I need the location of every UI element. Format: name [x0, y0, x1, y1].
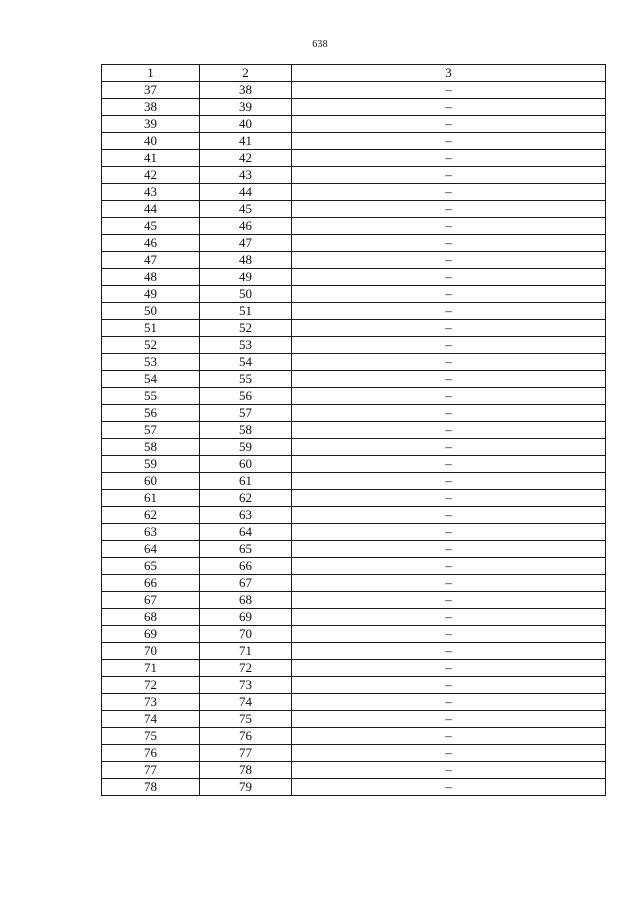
column-header: 3 — [292, 65, 606, 82]
table-cell: 52 — [102, 337, 200, 354]
table-cell: – — [292, 575, 606, 592]
table-cell: – — [292, 541, 606, 558]
table-cell: 66 — [200, 558, 292, 575]
table-cell: 41 — [200, 133, 292, 150]
table-cell: – — [292, 422, 606, 439]
table-cell: 45 — [200, 201, 292, 218]
table-cell: 77 — [102, 762, 200, 779]
table-cell: 68 — [200, 592, 292, 609]
table-cell: 71 — [102, 660, 200, 677]
table-cell: 72 — [200, 660, 292, 677]
table-cell: – — [292, 643, 606, 660]
table-cell: 75 — [200, 711, 292, 728]
table-row — [102, 269, 606, 286]
table-cell: 57 — [200, 405, 292, 422]
table-cell: 70 — [200, 626, 292, 643]
table-cell: 65 — [102, 558, 200, 575]
table-cell: – — [292, 609, 606, 626]
table-cell: 61 — [102, 490, 200, 507]
table-row — [102, 490, 606, 507]
table-cell: 60 — [200, 456, 292, 473]
table-row — [102, 507, 606, 524]
table-cell: 76 — [200, 728, 292, 745]
table-row — [102, 592, 606, 609]
table-cell: 43 — [102, 184, 200, 201]
table-cell: 69 — [200, 609, 292, 626]
table-row — [102, 541, 606, 558]
table-row — [102, 456, 606, 473]
table-row — [102, 609, 606, 626]
table-cell: 61 — [200, 473, 292, 490]
table-header-row — [102, 65, 606, 82]
table-cell: – — [292, 303, 606, 320]
table-cell: 39 — [200, 99, 292, 116]
table-row — [102, 252, 606, 269]
table-cell: 40 — [102, 133, 200, 150]
table-cell: – — [292, 524, 606, 541]
table-row — [102, 677, 606, 694]
table-cell: 70 — [102, 643, 200, 660]
table-cell: – — [292, 82, 606, 99]
table-row — [102, 439, 606, 456]
table-cell: – — [292, 371, 606, 388]
table-cell: 76 — [102, 745, 200, 762]
table-cell: – — [292, 116, 606, 133]
table-row — [102, 524, 606, 541]
table-cell: 67 — [200, 575, 292, 592]
table-row — [102, 218, 606, 235]
table-cell: 78 — [200, 762, 292, 779]
table-cell: – — [292, 167, 606, 184]
table-cell: 59 — [200, 439, 292, 456]
table-row — [102, 643, 606, 660]
table-cell: 43 — [200, 167, 292, 184]
table-cell: – — [292, 184, 606, 201]
table-cell: 49 — [102, 286, 200, 303]
table-cell: 77 — [200, 745, 292, 762]
table-cell: 73 — [200, 677, 292, 694]
table-row — [102, 201, 606, 218]
table-cell: – — [292, 558, 606, 575]
table-cell: 50 — [200, 286, 292, 303]
table-cell: 75 — [102, 728, 200, 745]
table-cell: 53 — [102, 354, 200, 371]
table-cell: 54 — [102, 371, 200, 388]
column-header: 1 — [102, 65, 200, 82]
table-cell: – — [292, 728, 606, 745]
table-cell: 42 — [200, 150, 292, 167]
table-cell: – — [292, 388, 606, 405]
table-row — [102, 150, 606, 167]
table-cell: 41 — [102, 150, 200, 167]
table-cell: – — [292, 150, 606, 167]
table-cell: – — [292, 592, 606, 609]
table-cell: 52 — [200, 320, 292, 337]
table-row — [102, 82, 606, 99]
table-cell: 59 — [102, 456, 200, 473]
table-body — [102, 82, 606, 796]
table-row — [102, 626, 606, 643]
table-cell: 49 — [200, 269, 292, 286]
table-cell: – — [292, 99, 606, 116]
table-cell: 37 — [102, 82, 200, 99]
table-row — [102, 711, 606, 728]
table-cell: 45 — [102, 218, 200, 235]
table-cell: – — [292, 660, 606, 677]
table-cell: – — [292, 711, 606, 728]
table-cell: 62 — [102, 507, 200, 524]
table-row — [102, 779, 606, 796]
table-cell: 63 — [200, 507, 292, 524]
table-row — [102, 371, 606, 388]
table-cell: 64 — [102, 541, 200, 558]
table-cell: 78 — [102, 779, 200, 796]
table-cell: – — [292, 694, 606, 711]
table-cell: 74 — [102, 711, 200, 728]
table-cell: – — [292, 677, 606, 694]
table-cell: – — [292, 201, 606, 218]
table-cell: 47 — [200, 235, 292, 252]
table-cell: 58 — [102, 439, 200, 456]
table-cell: 38 — [102, 99, 200, 116]
table-cell: 69 — [102, 626, 200, 643]
table-row — [102, 133, 606, 150]
table-cell: – — [292, 490, 606, 507]
table-cell: 48 — [200, 252, 292, 269]
table-cell: – — [292, 354, 606, 371]
table-cell: 46 — [102, 235, 200, 252]
table-cell: – — [292, 405, 606, 422]
table-cell: – — [292, 456, 606, 473]
table-cell: 57 — [102, 422, 200, 439]
table-cell: – — [292, 218, 606, 235]
table-cell: 55 — [200, 371, 292, 388]
table-cell: – — [292, 133, 606, 150]
table-row — [102, 286, 606, 303]
table-row — [102, 337, 606, 354]
table-cell: 71 — [200, 643, 292, 660]
table-cell: 56 — [102, 405, 200, 422]
table-cell: – — [292, 473, 606, 490]
table-cell: 51 — [102, 320, 200, 337]
table-cell: 56 — [200, 388, 292, 405]
table-row — [102, 405, 606, 422]
table-row — [102, 303, 606, 320]
table-cell: – — [292, 235, 606, 252]
table-row — [102, 422, 606, 439]
table-cell: – — [292, 320, 606, 337]
table-row — [102, 320, 606, 337]
table-cell: 67 — [102, 592, 200, 609]
table-row — [102, 99, 606, 116]
table-row — [102, 388, 606, 405]
table-cell: 66 — [102, 575, 200, 592]
table-cell: 58 — [200, 422, 292, 439]
table-cell: – — [292, 269, 606, 286]
page-number: 638 — [312, 39, 328, 50]
table-cell: 48 — [102, 269, 200, 286]
data-table — [101, 64, 606, 796]
table-cell: 72 — [102, 677, 200, 694]
table-cell: – — [292, 762, 606, 779]
table-cell: 60 — [102, 473, 200, 490]
table-cell: – — [292, 252, 606, 269]
table-row — [102, 660, 606, 677]
table-cell: 47 — [102, 252, 200, 269]
table-cell: 44 — [200, 184, 292, 201]
table-cell: 79 — [200, 779, 292, 796]
table-header — [102, 65, 606, 82]
table-row — [102, 184, 606, 201]
table-cell: – — [292, 626, 606, 643]
table-row — [102, 728, 606, 745]
table-cell: 39 — [102, 116, 200, 133]
table-row — [102, 762, 606, 779]
table-cell: – — [292, 337, 606, 354]
table-cell: 74 — [200, 694, 292, 711]
table-cell: 54 — [200, 354, 292, 371]
table-cell: 73 — [102, 694, 200, 711]
table-cell: 38 — [200, 82, 292, 99]
table-row — [102, 575, 606, 592]
table-row — [102, 745, 606, 762]
table-row — [102, 558, 606, 575]
table-cell: – — [292, 745, 606, 762]
table-cell: 40 — [200, 116, 292, 133]
table-cell: 63 — [102, 524, 200, 541]
table-cell: 44 — [102, 201, 200, 218]
table-row — [102, 235, 606, 252]
table-cell: 62 — [200, 490, 292, 507]
table-cell: 65 — [200, 541, 292, 558]
table-row — [102, 354, 606, 371]
column-header: 2 — [200, 65, 292, 82]
table-cell: 55 — [102, 388, 200, 405]
table-row — [102, 694, 606, 711]
table-cell: 42 — [102, 167, 200, 184]
table-row — [102, 473, 606, 490]
table-cell: – — [292, 507, 606, 524]
table-cell: 50 — [102, 303, 200, 320]
table-cell: 68 — [102, 609, 200, 626]
table-cell: 51 — [200, 303, 292, 320]
table-cell: – — [292, 286, 606, 303]
table-cell: 46 — [200, 218, 292, 235]
table-row — [102, 116, 606, 133]
table-cell: – — [292, 439, 606, 456]
table-cell: – — [292, 779, 606, 796]
table-cell: 64 — [200, 524, 292, 541]
table-cell: 53 — [200, 337, 292, 354]
table-row — [102, 167, 606, 184]
